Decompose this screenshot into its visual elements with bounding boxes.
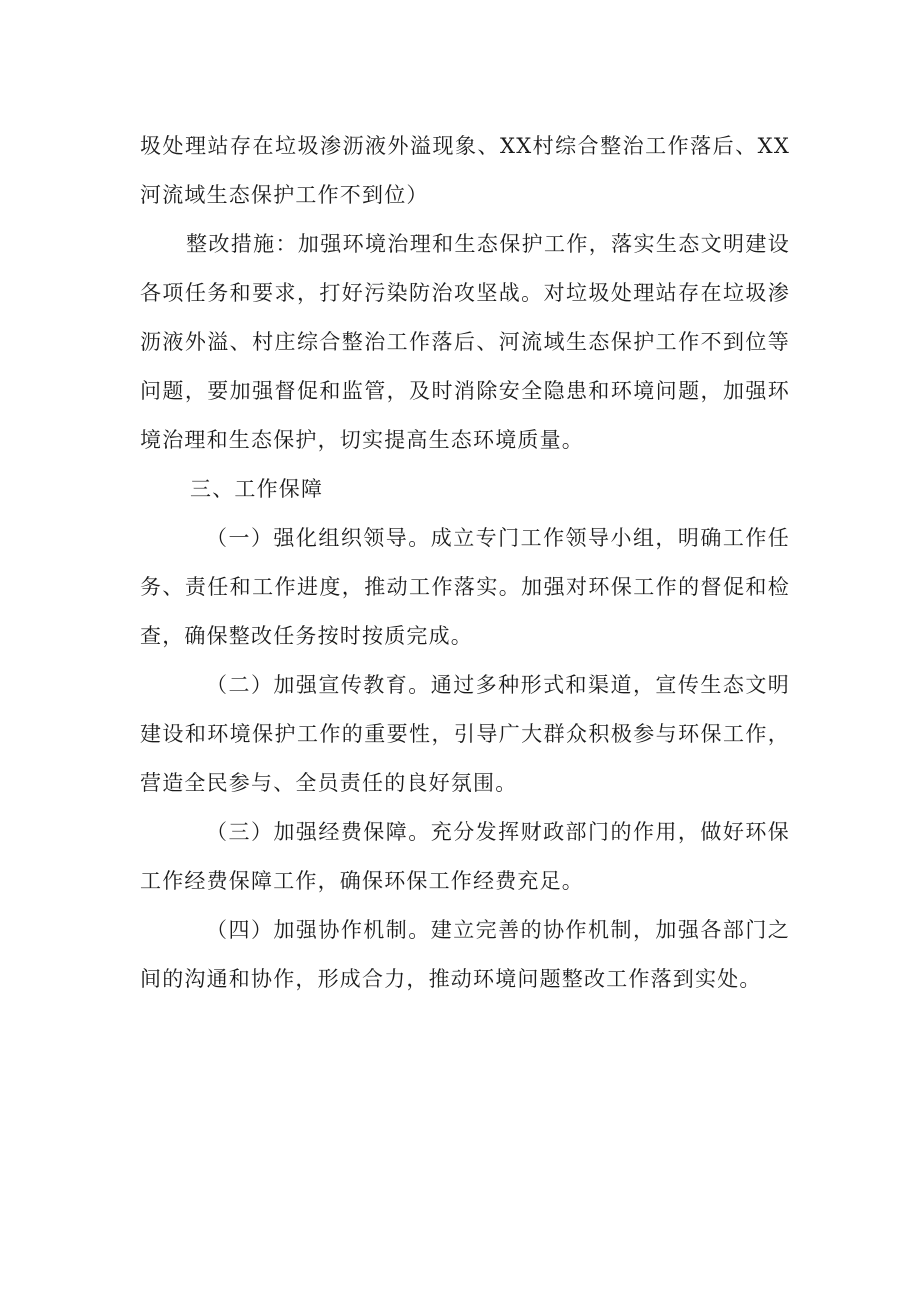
paragraph-funding-guarantee: （三）加强经费保障。充分发挥财政部门的作用，做好环保工作经费保障工作，确保环保工作经费充足。 (140, 820, 790, 893)
section-heading-work-guarantee: 三、工作保障 (190, 477, 324, 501)
paragraph-publicity-education: （二）加强宣传教育。通过多种形式和渠道，宣传生态文明建设和环境保护工作的重要性，引导广大群众积极参与环保工作，营造全民参与、全员责任的良好氛围。 (140, 673, 790, 795)
paragraph-continuation: 圾处理站存在垃圾渗沥液外溢现象、XX村综合整治工作落后、XX河流域生态保护工作不到位） (140, 134, 790, 207)
paragraph-organization-leadership: （一）强化组织领导。成立专门工作领导小组，明确工作任务、责任和工作进度，推动工作落实。加强对环保工作的督促和检查，确保整改任务按时按质完成。 (140, 526, 790, 648)
paragraph-cooperation-mechanism: （四）加强协作机制。建立完善的协作机制，加强各部门之间的沟通和协作，形成合力，推动环境问题整改工作落到实处。 (140, 918, 790, 991)
paragraph-rectification-measures: 整改措施：加强环境治理和生态保护工作，落实生态文明建设各项任务和要求，打好污染防治攻坚战。对垃圾处理站存在垃圾渗沥液外溢、村庄综合整治工作落后、河流域生态保护工作不到位等问题，要加强督促和监管，及时消除安全隐患和环境问题，加强环境治理和生态保护，切实提高生态环境质量。 (140, 232, 790, 452)
document-body (140, 122, 790, 1004)
